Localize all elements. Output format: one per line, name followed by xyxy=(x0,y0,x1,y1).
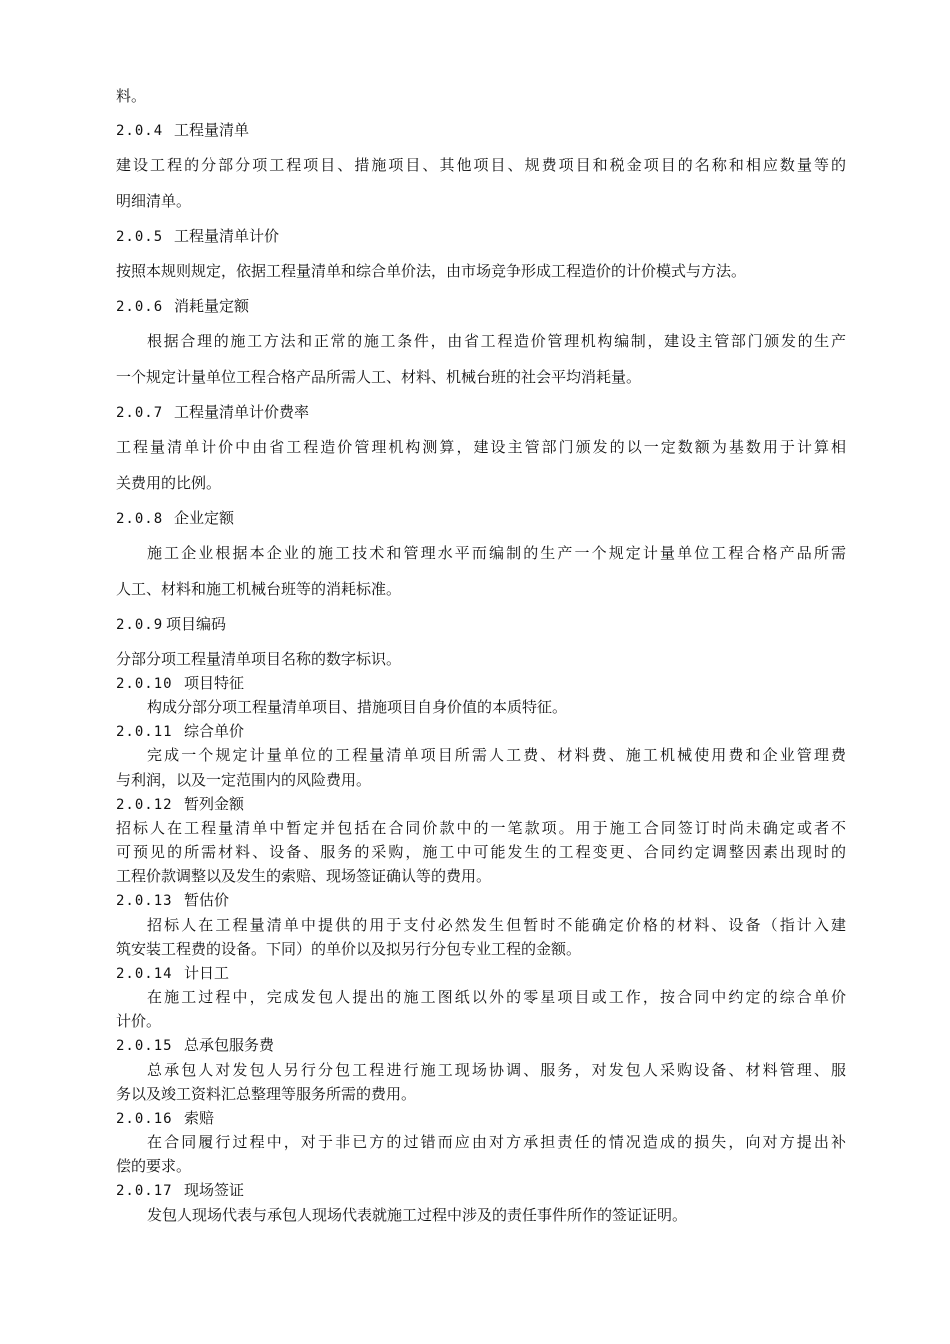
paragraph-line: 发包人现场代表与承包人现场代表就施工过程中涉及的责任事件所作的签证证明。 xyxy=(147,1206,688,1224)
paragraph-line: 工程价款调整以及发生的索赔、现场签证确认等的费用。 xyxy=(116,867,492,885)
section-number: 2.0.11 xyxy=(116,724,173,740)
paragraph-line: 在合同履行过程中，对于非已方的过错而应由对方承担责任的情况造成的损失，向对方提出补 xyxy=(147,1133,846,1151)
section-title: 项目编码 xyxy=(166,615,227,633)
paragraph-line: 人工、材料和施工机械台班等的消耗标准。 xyxy=(116,580,402,598)
paragraph-line: 工程量清单计价中由省工程造价管理机构测算，建设主管部门颁发的以一定数额为基数用于计算相 xyxy=(116,438,846,456)
paragraph-line: 偿的要求。 xyxy=(116,1157,192,1175)
paragraph-line: 施工企业根据本企业的施工技术和管理水平而编制的生产一个规定计量单位工程合格产品所需 xyxy=(147,544,846,562)
section-heading-2-0-16 xyxy=(116,1108,846,1129)
paragraph-line: 与利润，以及一定范围内的风险费用。 xyxy=(116,771,372,789)
section-heading-2-0-6 xyxy=(116,296,846,317)
section-title: 工程量清单计价 xyxy=(174,227,280,245)
paragraph-line: 料。 xyxy=(116,87,147,105)
section-title: 项目特征 xyxy=(184,674,245,692)
section-number: 2.0.4 xyxy=(116,123,164,139)
paragraph-line: 计价。 xyxy=(116,1012,162,1030)
section-number: 2.0.17 xyxy=(116,1183,173,1199)
section-number: 2.0.12 xyxy=(116,797,173,813)
paragraph-line: 招标人在工程量清单中提供的用于支付必然发生但暂时不能确定价格的材料、设备（指计入建 xyxy=(147,916,846,934)
section-heading-2-0-4 xyxy=(116,120,846,141)
section-heading-2-0-5 xyxy=(116,226,846,247)
paragraph-line: 筑安装工程费的设备。下同）的单价以及拟另行分包专业工程的金额。 xyxy=(116,940,582,958)
paragraph-line: 可预见的所需材料、设备、服务的采购，施工中可能发生的工程变更、合同约定调整因素出现时的 xyxy=(116,843,846,861)
section-title: 工程量清单 xyxy=(174,121,250,139)
paragraph-line: 在施工过程中，完成发包人提出的施工图纸以外的零星项目或工作，按合同中约定的综合单价 xyxy=(147,988,846,1006)
section-number: 2.0.9 xyxy=(116,617,164,633)
paragraph-line: 关费用的比例。 xyxy=(116,474,222,492)
section-number: 2.0.14 xyxy=(116,966,173,982)
section-heading-2-0-9 xyxy=(116,614,846,635)
paragraph-line: 招标人在工程量清单中暂定并包括在合同价款中的一笔款项。用于施工合同签订时尚未确定或者不 xyxy=(116,819,846,837)
section-heading-2-0-17 xyxy=(116,1180,846,1201)
section-heading-2-0-12 xyxy=(116,794,846,815)
section-heading-2-0-15 xyxy=(116,1035,846,1056)
paragraph-line: 建设工程的分部分项工程项目、措施项目、其他项目、规费项目和税金项目的名称和相应数量等的 xyxy=(116,156,846,174)
section-number: 2.0.10 xyxy=(116,676,173,692)
section-number: 2.0.15 xyxy=(116,1038,173,1054)
section-number: 2.0.6 xyxy=(116,299,164,315)
section-number: 2.0.7 xyxy=(116,405,164,421)
section-title: 暂列金额 xyxy=(184,795,245,813)
section-title: 计日工 xyxy=(184,964,230,982)
section-heading-2-0-13 xyxy=(116,890,846,911)
section-heading-2-0-14 xyxy=(116,963,846,984)
section-title: 总承包服务费 xyxy=(184,1036,275,1054)
section-title: 消耗量定额 xyxy=(174,297,250,315)
section-heading-2-0-8 xyxy=(116,508,846,529)
section-title: 综合单价 xyxy=(184,722,245,740)
paragraph-line: 按照本规则规定，依据工程量清单和综合单价法，由市场竞争形成工程造价的计价模式与方法。 xyxy=(116,262,747,280)
paragraph-line: 分部分项工程量清单项目名称的数字标识。 xyxy=(116,650,402,668)
paragraph-line: 构成分部分项工程量清单项目、措施项目自身价值的本质特征。 xyxy=(147,698,568,716)
section-number: 2.0.8 xyxy=(116,511,164,527)
section-heading-2-0-7 xyxy=(116,402,846,423)
section-number: 2.0.16 xyxy=(116,1111,173,1127)
paragraph-line: 完成一个规定计量单位的工程量清单项目所需人工费、材料费、施工机械使用费和企业管理费 xyxy=(147,746,846,764)
section-title: 索赔 xyxy=(184,1109,215,1127)
paragraph-line: 一个规定计量单位工程合格产品所需人工、材料、机械台班的社会平均消耗量。 xyxy=(116,368,642,386)
section-heading-2-0-11 xyxy=(116,721,846,742)
section-number: 2.0.5 xyxy=(116,229,164,245)
paragraph-line: 根据合理的施工方法和正常的施工条件，由省工程造价管理机构编制，建设主管部门颁发的生产 xyxy=(147,332,846,350)
section-heading-2-0-10 xyxy=(116,673,846,694)
section-title: 暂估价 xyxy=(184,891,230,909)
section-title: 现场签证 xyxy=(184,1181,245,1199)
paragraph-line: 明细清单。 xyxy=(116,192,192,210)
section-number: 2.0.13 xyxy=(116,893,173,909)
paragraph-line: 总承包人对发包人另行分包工程进行施工现场协调、服务，对发包人采购设备、材料管理、服 xyxy=(147,1061,846,1079)
section-title: 企业定额 xyxy=(174,509,235,527)
section-title: 工程量清单计价费率 xyxy=(174,403,310,421)
paragraph-line: 务以及竣工资料汇总整理等服务所需的费用。 xyxy=(116,1085,417,1103)
